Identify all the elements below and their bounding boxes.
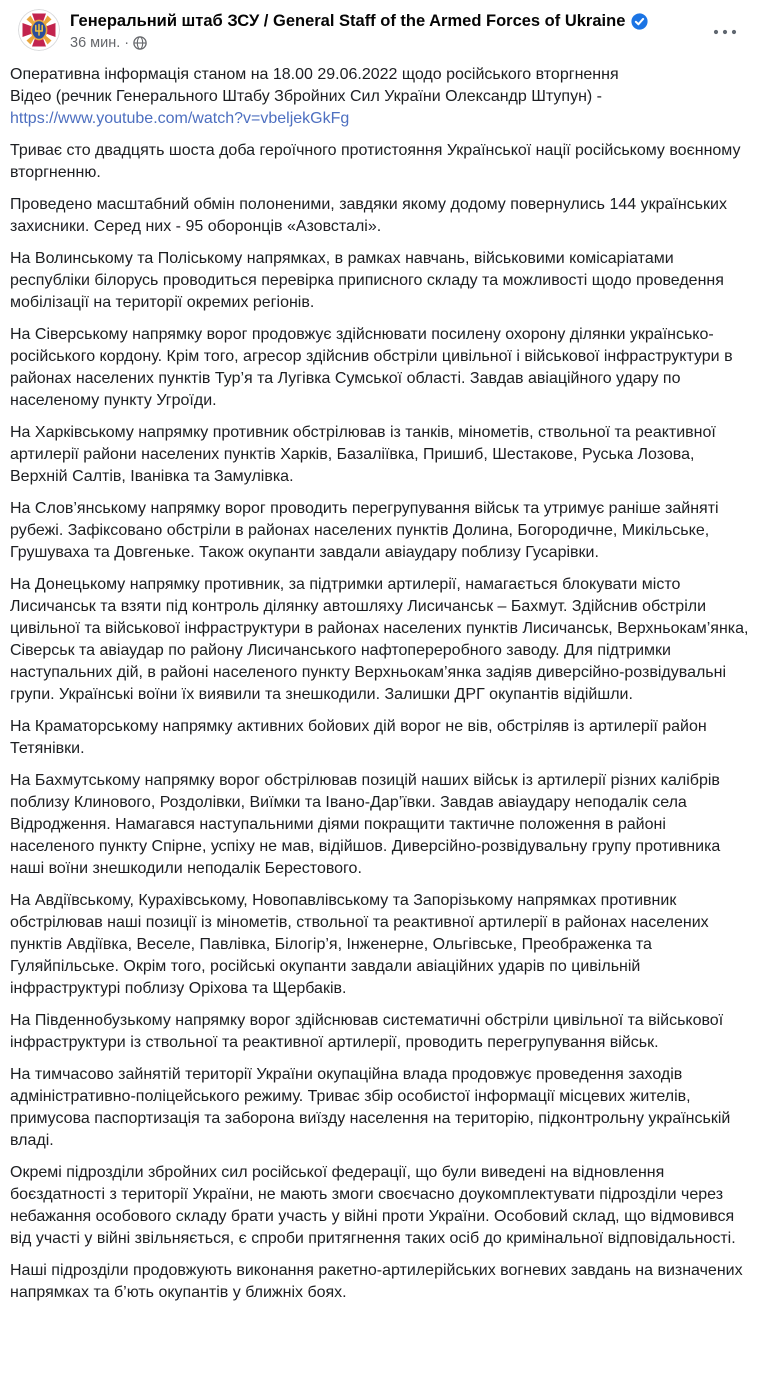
post-paragraph: На Південнобузькому напрямку ворог здійснював систематичні обстріли цивільної та військової інфраструктури із ствольної та реактивної артилерії, проводить перегрупування військ. xyxy=(10,1012,724,1051)
post-paragraph: На Слов’янському напрямку ворог проводить перегрупування військ та утримує раніше зайняті рубежі. Зафіксовано обстріли в районах населених пунктів Долина, Богородичне, Микільське, Грушуваха та Довгеньке. Також окупанти завдали авіаудару поблизу Гусарівки. xyxy=(10,500,719,561)
timestamp-link[interactable]: 36 мин. xyxy=(70,34,121,51)
post-paragraph: На Краматорському напрямку активних бойових дій ворог не вів, обстріляв із артилерії район Тетянівки. xyxy=(10,718,707,757)
post-paragraph: На тимчасово зайнятій території України окупаційна влада продовжує проведення заходів адміністративно-поліцейського режиму. Триває збір особистої інформації місцевих жителів, примусова паспортизація та заборона виїзду населення на територію, підконтрольну українській владі. xyxy=(10,1066,731,1149)
ukraine-general-staff-emblem-icon xyxy=(18,9,60,51)
post-header-text xyxy=(70,9,746,51)
post-paragraph: На Донецькому напрямку противник, за підтримки артилерії, намагається блокувати місто Лисичанськ та взяти під контроль ділянку автошляху Лисичанськ – Бахмут. Здійснив обстріли цивільної та військової інфраструктури в районах населених пунктів Лисичанськ, Верхньокам’янка, Сіверськ та авіаудар по району Лисичанського нафтопереробного заводу. Для підтримки наступальних дій, в районі населеного пункту Верхньокам’янка задіяв диверсійно-розвідувальні групи. Українські воїни їх виявили та знешкодили. Залишки ДРГ окупантів відійшли. xyxy=(10,576,749,703)
page-avatar[interactable] xyxy=(18,9,60,51)
post-paragraph: На Авдіївському, Курахівському, Новопавлівському та Запорізькому напрямках противник обстрілював наші позиції із мінометів, ствольної та реактивної артилерії в районах населених пунктів Авдіївка, Веселе, Павлівка, Білогір’я, Інженерне, Ольгівське, Преображенка та Гуляйпільське. Окрім того, російські окупанти завдали авіаційних ударів по цивільній інфраструктурі поблизу Оріхова та Щербаків. xyxy=(10,892,709,997)
intro-line-2: Відео (речник Генерального Штабу Збройних Сил України Олександр Штупун) - xyxy=(10,88,603,105)
post-intro-paragraph xyxy=(10,64,752,130)
page-name-link[interactable]: Генеральний штаб ЗСУ / General Staff of the Armed Forces of Ukraine xyxy=(70,12,626,30)
meta-dot-separator: · xyxy=(124,34,130,51)
page-name-row xyxy=(70,11,746,32)
youtube-link[interactable]: https://www.youtube.com/watch?v=vbeljekGkFg xyxy=(10,110,350,127)
post-paragraph: Окремі підрозділи збройних сил російської федерації, що були виведені на відновлення боєздатності з території України, не мають змоги своєчасно доукомплектувати підрозділи через небажання особового складу брати участь у війні проти України. Особовий склад, що відмовився від участі у війні звільняється, є спроби притягнення таких осіб до кримінальної відповідальності. xyxy=(10,1164,736,1247)
post-paragraph: На Бахмутському напрямку ворог обстрілював позицій наших військ із артилерії різних калібрів поблизу Клинового, Роздолівки, Виїмки та Івано-Дар’ївки. Завдав авіаудару неподалік села Відродження. Намагався наступальними діями покращити тактичне положення в районі населеного пункту Спірне, успіху не мав, відійшов. Диверсійно-розвідувальну групу противника наші воїни знешкодили неподалік Берестового. xyxy=(10,772,721,877)
post-paragraph: На Волинському та Поліському напрямках, в рамках навчань, військовими комісаріатами республіки білорусь проводиться перевірка приписного складу та можливості щодо проведення мобілізації на території окремих регіонів. xyxy=(10,250,724,311)
post-meta-row xyxy=(70,35,746,51)
post-paragraph: На Харківському напрямку противник обстрілював із танків, мінометів, ствольної та реактивної артилерії райони населених пунктів Харків, Базаліївка, Пришиб, Шестакове, Руська Лозова, Верхній Салтів, Іванівка та Замулівка. xyxy=(10,424,716,485)
post-header xyxy=(0,0,762,51)
post-text xyxy=(0,51,762,1310)
intro-line-1: Оперативна інформація станом на 18.00 29.06.2022 щодо російського вторгнення xyxy=(10,66,619,83)
post-paragraph: Проведено масштабний обмін полоненими, завдяки якому додому повернулись 144 українських захисники. Серед них - 95 оборонців «Азовсталі». xyxy=(10,196,727,235)
three-dots-menu-icon xyxy=(712,24,738,41)
post-paragraph: На Сіверському напрямку ворог продовжує здійснювати посилену охорону ділянки українсько-російського кордону. Крім того, агресор здійснив обстріли цивільної і військової інфраструктури в районах населених пунктів Тур’я та Лугівка Сумської області. Завдав авіаційного удару по населеному пункту Угроїди. xyxy=(10,326,733,409)
post-menu-button[interactable] xyxy=(706,18,744,48)
verified-badge-icon xyxy=(631,13,648,30)
post-paragraph: Триває сто двадцять шоста доба героїчного протистояння Української нації російському воєнному вторгненню. xyxy=(10,142,741,181)
globe-public-icon xyxy=(133,36,147,50)
post-paragraph: Наші підрозділи продовжують виконання ракетно-артилерійських вогневих завдань на визначених напрямках та б’ють окупантів у ближніх боях. xyxy=(10,1262,743,1301)
